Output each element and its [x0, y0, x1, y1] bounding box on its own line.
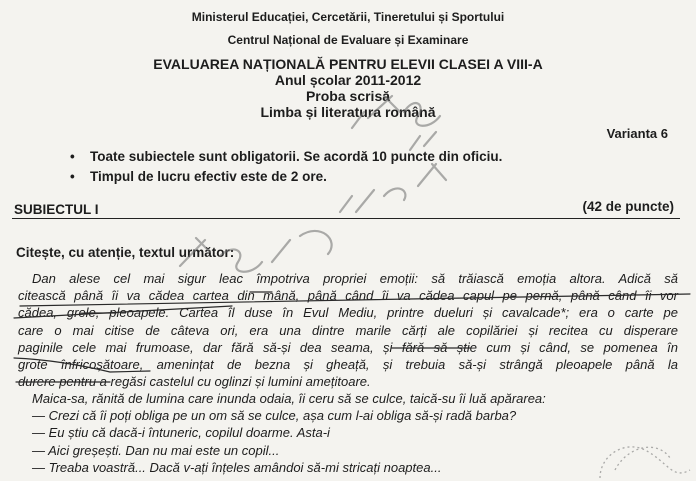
- passage-paragraph-2: [18, 390, 678, 476]
- passage-paragraph-1: [18, 270, 678, 390]
- dialogue-line: — Treaba voastră... Dacă v-ați înțeles amândoi să-mi stricați noaptea...: [32, 459, 442, 475]
- variant-label: Varianta 6: [606, 126, 668, 141]
- rule-item: • Timpul de lucru efectiv este de 2 ore.: [70, 167, 502, 187]
- rule-item: • Toate subiectele sunt obligatorii. Se acordă 10 puncte din oficiu.: [70, 147, 502, 167]
- rules-list: [70, 147, 502, 187]
- passage-line: durere pentru a regăsi castelul cu oglinzi și lumini amețitoare.: [18, 374, 371, 390]
- centre-name: Centrul Național de Evaluare și Examinare: [227, 33, 469, 47]
- section-points: (42 de puncte): [582, 199, 674, 214]
- reading-instruction: Citește, cu atenție, textul următor:: [16, 245, 235, 260]
- bullet-icon: •: [70, 169, 75, 184]
- school-year: Anul școlar 2011-2012: [274, 72, 422, 88]
- passage-line: paginile cele mai frumoase, dar fără să-și dea seama, și fără să știe cum și când, se pomenea în: [18, 339, 678, 355]
- bullet-icon: •: [70, 149, 75, 164]
- section-label: SUBIECTUL I: [14, 202, 99, 217]
- exam-subject: Limba și literatura română: [260, 104, 436, 120]
- dialogue-line: — Aici greșești. Dan nu mai este un copil...: [32, 442, 280, 458]
- passage-line: Dan alese cel mai sigur leac împotriva propriei emoții: să trăiască emoția altora. Adică să: [32, 271, 678, 286]
- passage-line: care o mai citise de câteva ori, era una dintre marile cărți ale copilăriei și recitea cu disperare: [18, 322, 678, 338]
- dialogue-line: — Crezi că îi poți obliga pe un om să se culce, așa cum l-ai obliga să-și radă barba?: [32, 408, 517, 424]
- ministry-name: Ministerul Educației, Cercetării, Tineretului și Sportului: [191, 10, 505, 24]
- test-type: Proba scrisă: [305, 88, 391, 104]
- exam-title: EVALUAREA NAȚIONALĂ PENTRU ELEVII CLASEI A VIII-A: [153, 56, 543, 72]
- passage-line: grote înfricoșătoare, amenințat de bezna și gheață, și trebuia să-și strângă pleoapele până la: [18, 357, 678, 373]
- dialogue-line: — Eu știu că dacă-i întuneric, copilul doarme. Asta-i: [32, 425, 330, 441]
- dialogue-line: Maica-sa, rănită de lumina care inunda odaia, îi ceru să se culce, taică-su îi luă apărarea:: [32, 391, 546, 406]
- exam-title-block: [0, 56, 696, 120]
- passage-line: cădea, grele, pleoapele. Cartea îl duse în Evul Mediu, printre dueluri și cavalcade*; era o carte pe: [18, 305, 678, 321]
- passage-line: citească până îi va cădea cartea din mână, până când îi va cădea capul pe pernă, până când îi vor: [18, 288, 678, 304]
- section-divider: [12, 218, 680, 219]
